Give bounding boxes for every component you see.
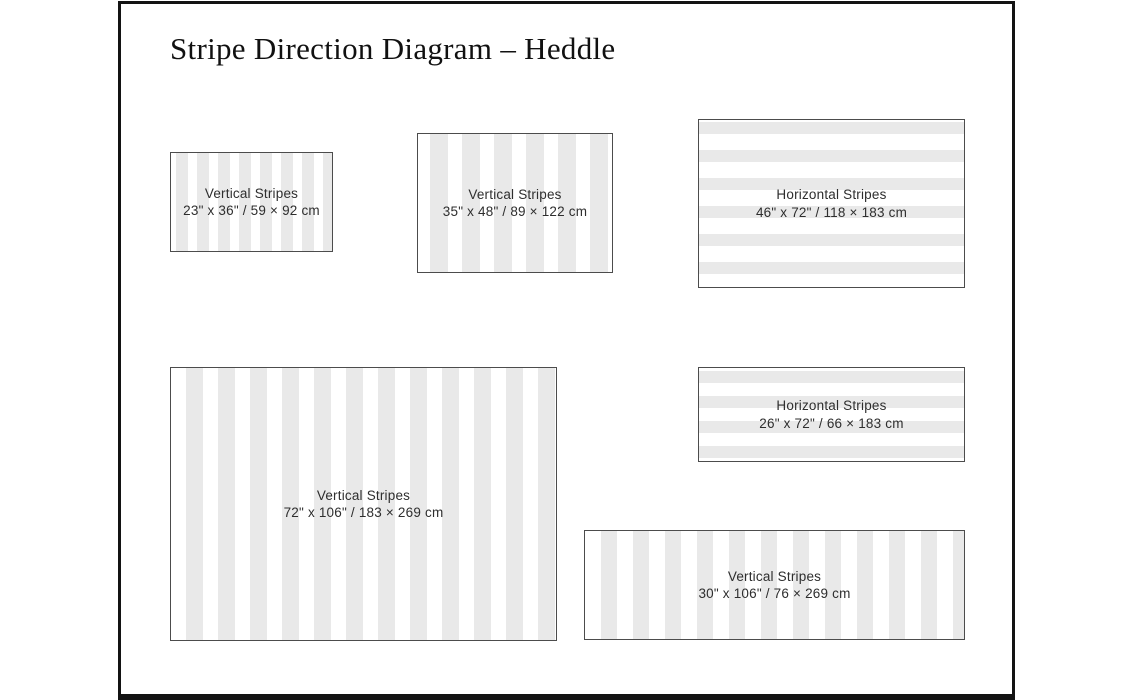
rug-swatch-46x72 (698, 119, 965, 288)
rug-label (443, 186, 587, 221)
rug-swatch-30x106 (584, 530, 965, 640)
rug-label (756, 186, 907, 221)
stripe-direction-label: Horizontal Stripes (776, 398, 887, 413)
stripe-direction-label: Vertical Stripes (204, 185, 299, 201)
rug-label (698, 568, 850, 603)
stripe-direction-label: Vertical Stripes (727, 568, 822, 584)
rug-swatch-23x36 (170, 152, 333, 252)
rug-label (759, 397, 903, 432)
stripe-direction-label: Vertical Stripes (316, 487, 411, 503)
rug-swatch-26x72 (698, 367, 965, 462)
rug-swatch-35x48 (417, 133, 613, 273)
rug-swatch-72x106 (170, 367, 557, 641)
rug-size-label: 23" x 36" / 59 × 92 cm (183, 203, 320, 218)
rug-size-label: 72" x 106" / 183 × 269 cm (283, 505, 444, 520)
rug-label (284, 487, 444, 522)
stripe-direction-label: Vertical Stripes (468, 186, 562, 202)
page-title: Stripe Direction Diagram – Heddle (170, 31, 616, 66)
rug-size-label: 35" x 48" / 89 × 122 cm (442, 204, 588, 219)
stripe-direction-label: Horizontal Stripes (776, 187, 887, 202)
rug-label (183, 185, 320, 220)
rug-size-label: 46" x 72" / 118 × 183 cm (755, 204, 908, 220)
rug-size-label: 26" x 72" / 66 × 183 cm (759, 415, 904, 431)
rug-size-label: 30" x 106" / 76 × 269 cm (698, 586, 851, 601)
